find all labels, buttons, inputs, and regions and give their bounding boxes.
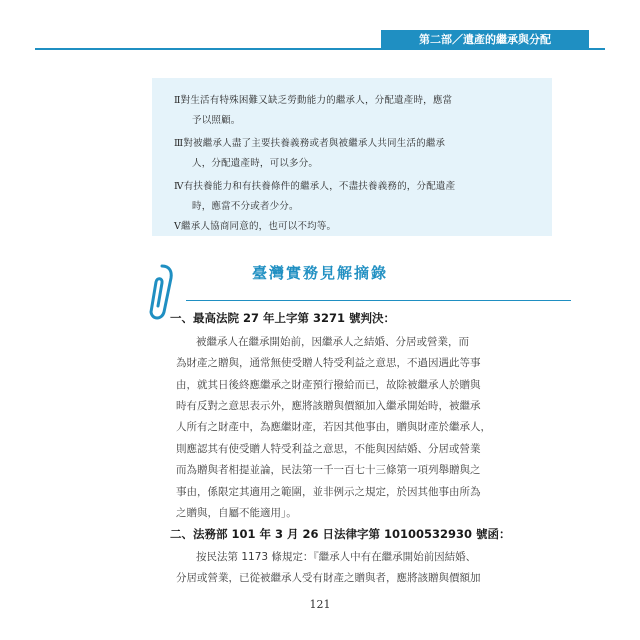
note-line: 人，分配遺產時，可以多分。 — [192, 158, 319, 169]
note-line: 時，應當不分或者少分。 — [192, 201, 299, 212]
body-line: 為財產之贈與，通常無使受贈人特受利益之意思，不過因遇此等事 — [176, 357, 481, 369]
note-box — [152, 78, 552, 236]
note-line: Ⅱ對生活有特殊困難又缺乏勞動能力的繼承人，分配遺產時，應當 — [174, 95, 453, 106]
body-line: 按民法第 1173 條規定：『繼承人中有在繼承開始前因結婚、 — [196, 551, 477, 563]
body-line: 分居或營業，已從被繼承人受有財產之贈與者，應將該贈與價額加 — [176, 572, 481, 584]
section-title: 臺灣實務見解摘錄 — [251, 264, 388, 282]
header-rule — [35, 48, 605, 50]
body-line: 事由，係限定其適用之範圍，並非例示之規定，於因其他事由所為 — [176, 486, 481, 498]
title-rule — [186, 300, 571, 301]
body-line: 之贈與，自屬不能適用」。 — [176, 507, 297, 519]
note-line: 予以照顧。 — [192, 115, 241, 126]
body-line: 則應認其有使受贈人特受利益之意思，不能與因結婚、分居或營業 — [176, 443, 481, 455]
item-heading: 一、最高法院 27 年上字第 3271 號判決： — [170, 311, 396, 325]
item-heading: 二、法務部 101 年 3 月 26 日法律字第 10100532930 號函： — [170, 527, 511, 541]
note-line: Ⅳ有扶養能力和有扶養條件的繼承人，不盡扶養義務的，分配遺產 — [174, 181, 456, 192]
page-number: 121 — [309, 598, 331, 611]
body-line: 由，就其日後終應繼承之財產預行撥給而已，故除被繼承人於贈與 — [176, 379, 481, 391]
body-line: 被繼承人在繼承開始前，因繼承人之結婚、分居或營業，而 — [196, 336, 469, 348]
note-line: Ⅴ繼承人協商同意的，也可以不均等。 — [174, 221, 337, 232]
body-line: 人所有之財產中，為應繼財產，若因其他事由，贈與財產於繼承人， — [176, 421, 491, 433]
body-line: 時有反對之意思表示外，應將該贈與價額加入繼承開始時，被繼承 — [176, 400, 481, 412]
chapter-tab: 第二部／遺產的繼承與分配 — [381, 30, 589, 48]
note-line: Ⅲ對被繼承人盡了主要扶養義務或者與被繼承人共同生活的繼承 — [174, 138, 446, 149]
body-line: 而為贈與者相提並論，民法第一千一百七十三條第一項列舉贈與之 — [176, 464, 481, 476]
